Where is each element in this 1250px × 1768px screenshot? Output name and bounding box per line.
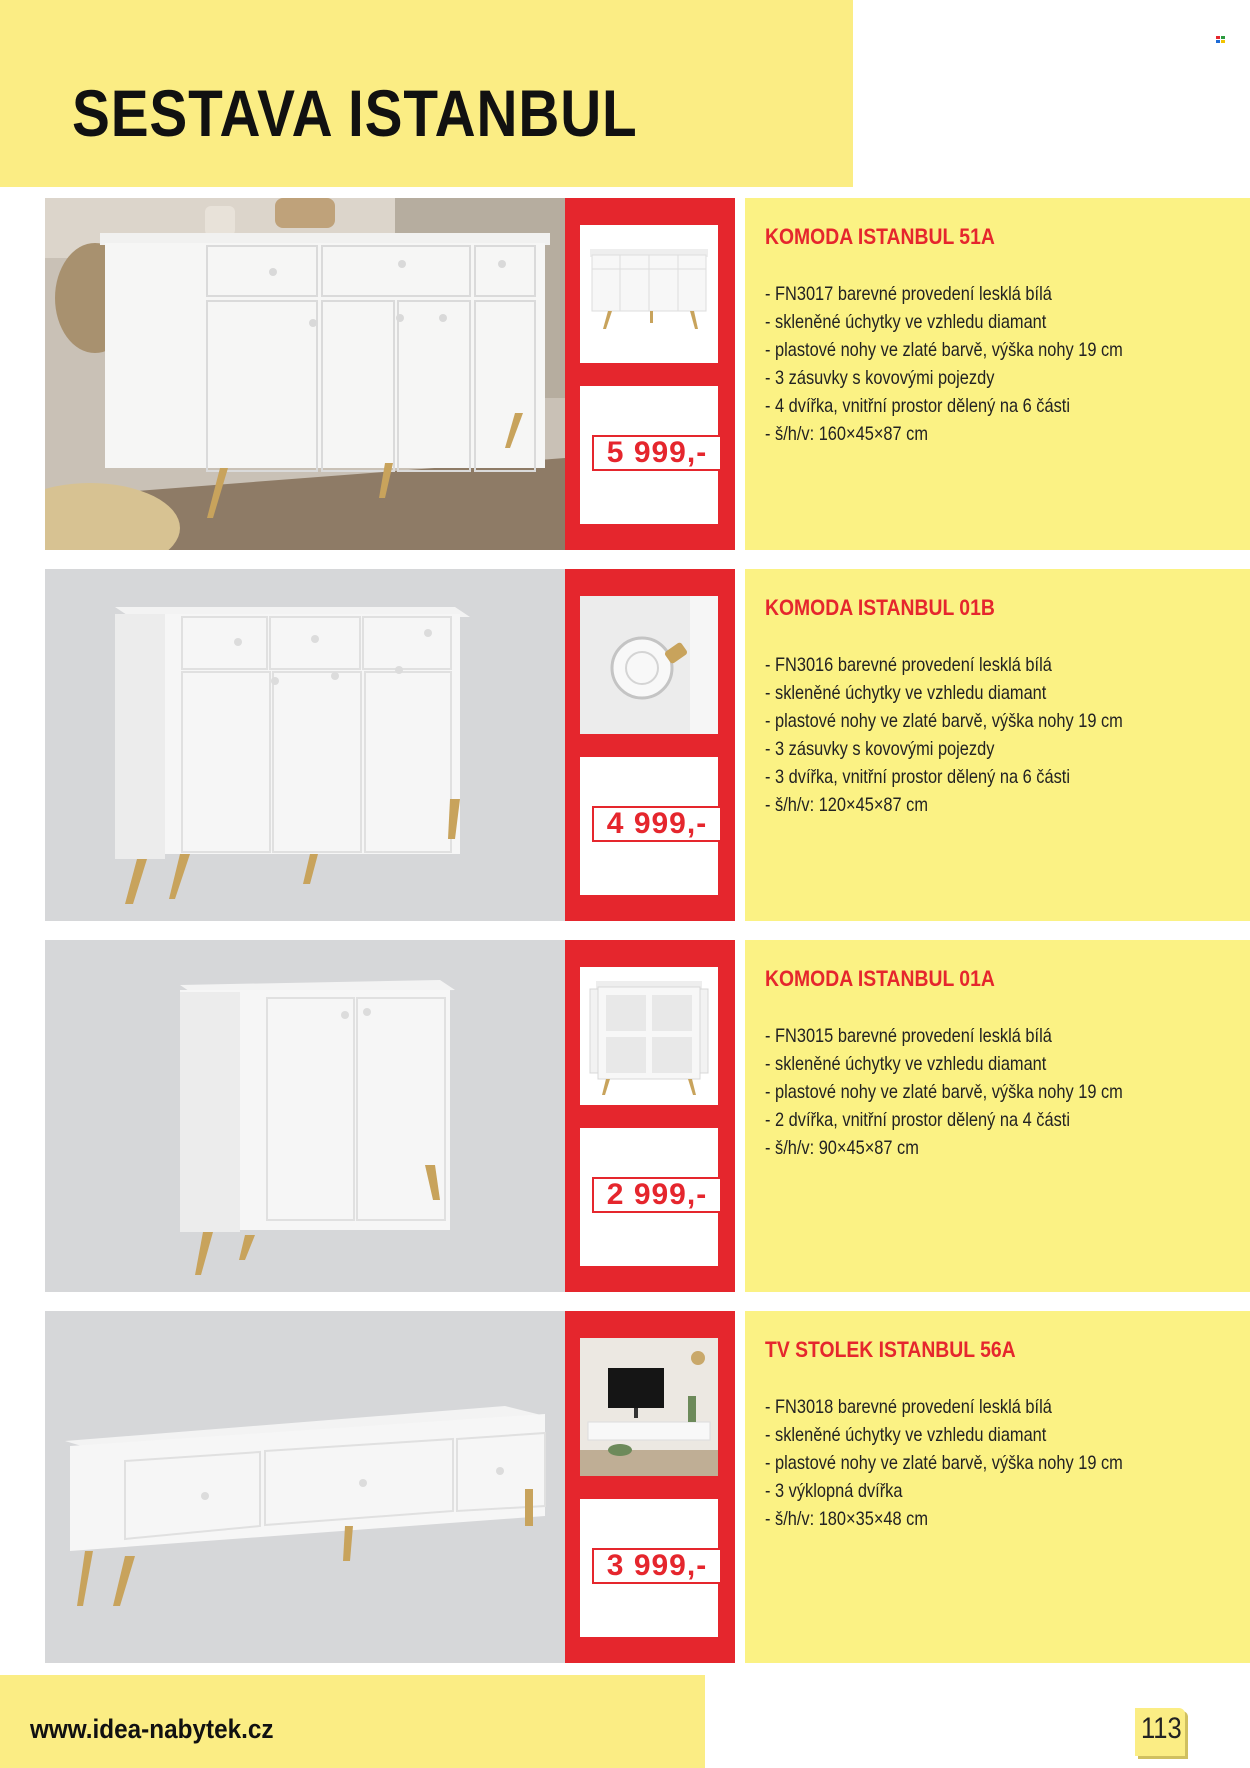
product-thumbnail — [580, 1338, 718, 1476]
product-photo — [45, 1311, 565, 1663]
price-tag: 5 999,- — [592, 435, 722, 471]
spec-item: - š/h/v: 180×35×48 cm — [765, 1508, 928, 1530]
spec-item: - 3 dvířka, vnitřní prostor dělený na 6 části — [765, 766, 1070, 788]
product-name: KOMODA ISTANBUL 01B — [765, 595, 995, 620]
product-card-01b — [45, 569, 1250, 921]
product-thumbnail — [580, 225, 718, 363]
price-column — [565, 198, 735, 550]
price-tag: 4 999,- — [592, 806, 722, 842]
spec-item: - plastové nohy ve zlaté barvě, výška nohy 19 cm — [765, 339, 1123, 361]
price-box — [580, 1128, 718, 1266]
product-card-51a — [45, 198, 1250, 550]
website-link[interactable]: www.idea-nabytek.cz — [30, 1714, 274, 1744]
spec-list — [765, 1022, 1123, 1162]
product-photo — [45, 569, 565, 921]
spec-item: - FN3018 barevné provedení lesklá bílá — [765, 1396, 1052, 1418]
spec-list — [765, 651, 1123, 819]
spec-item: - FN3016 barevné provedení lesklá bílá — [765, 654, 1052, 676]
product-thumbnail — [580, 967, 718, 1105]
price-tag: 3 999,- — [592, 1548, 722, 1584]
price-column — [565, 1311, 735, 1663]
spec-item: - 3 zásuvky s kovovými pojezdy — [765, 367, 995, 389]
spec-item: - FN3017 barevné provedení lesklá bílá — [765, 283, 1052, 305]
product-thumbnail — [580, 596, 718, 734]
product-photo — [45, 198, 565, 550]
product-name: KOMODA ISTANBUL 51A — [765, 224, 995, 249]
spec-item: - 2 dvířka, vnitřní prostor dělený na 4 části — [765, 1109, 1070, 1131]
product-info — [745, 1311, 1250, 1663]
price-box — [580, 757, 718, 895]
price-column — [565, 940, 735, 1292]
product-photo — [45, 940, 565, 1292]
spec-item: - skleněné úchytky ve vzhledu diamant — [765, 1424, 1047, 1446]
product-name: TV STOLEK ISTANBUL 56A — [765, 1337, 1016, 1362]
price-tag: 2 999,- — [592, 1177, 722, 1213]
spec-item: - 3 výklopná dvířka — [765, 1480, 903, 1502]
brand-logo-icon — [1216, 36, 1225, 43]
product-info — [745, 569, 1250, 921]
spec-item: - skleněné úchytky ve vzhledu diamant — [765, 1053, 1047, 1075]
spec-list — [765, 280, 1123, 448]
price-column — [565, 569, 735, 921]
spec-item: - plastové nohy ve zlaté barvě, výška nohy 19 cm — [765, 1081, 1123, 1103]
spec-item: - š/h/v: 120×45×87 cm — [765, 794, 928, 816]
spec-item: - š/h/v: 90×45×87 cm — [765, 1137, 919, 1159]
spec-item: - skleněné úchytky ve vzhledu diamant — [765, 682, 1047, 704]
spec-list — [765, 1393, 1123, 1533]
spec-item: - 4 dvířka, vnitřní prostor dělený na 6 části — [765, 395, 1070, 417]
product-name: KOMODA ISTANBUL 01A — [765, 966, 995, 991]
spec-item: - 3 zásuvky s kovovými pojezdy — [765, 738, 995, 760]
spec-item: - plastové nohy ve zlaté barvě, výška nohy 19 cm — [765, 1452, 1123, 1474]
spec-item: - š/h/v: 160×45×87 cm — [765, 423, 928, 445]
price-box — [580, 1499, 718, 1637]
product-card-56a — [45, 1311, 1250, 1663]
page-title: SESTAVA ISTANBUL — [72, 76, 638, 150]
spec-item: - FN3015 barevné provedení lesklá bílá — [765, 1025, 1052, 1047]
price-box — [580, 386, 718, 524]
product-card-01a — [45, 940, 1250, 1292]
page-number: 113 — [1141, 1712, 1182, 1745]
spec-item: - skleněné úchytky ve vzhledu diamant — [765, 311, 1047, 333]
product-info — [745, 198, 1250, 550]
product-info — [745, 940, 1250, 1292]
spec-item: - plastové nohy ve zlaté barvě, výška nohy 19 cm — [765, 710, 1123, 732]
